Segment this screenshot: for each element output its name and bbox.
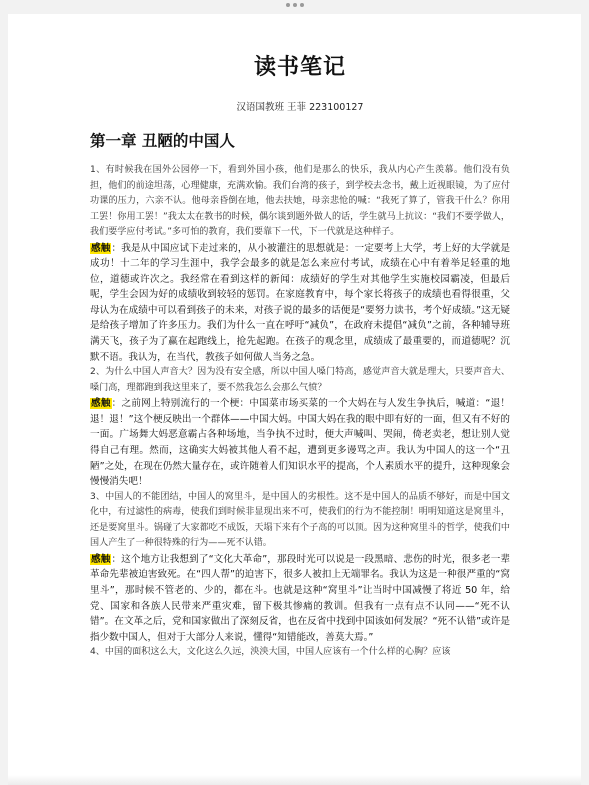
- colon: ：: [111, 398, 122, 410]
- reflection-text: 之前网上特别流行的一个梗：中国菜市场买菜的一个大妈在与人发生争执后，喊道：“退！退！退！”这个梗反映出一个群体——中国大妈。中国大妈在我的眼中即有好的一面，但又有不好的一面。广场舞大妈恶意霸占各种场地，当争执不过时，便大声喊叫、哭闹，倚老卖老，想让别人觉得自己有理。然而，这确实大妈被其他人看不起，遭到更多谩骂之声。我认为中国人的这一个“丑陋”之处，在现在仍然大量存在，或许随着人们知识水平的提高，个人素质水平的提升，这种现象会慢慢消失吧！: [90, 398, 510, 488]
- page-bottom-shade: [8, 775, 581, 785]
- paragraph-2: [90, 365, 510, 396]
- paragraph-1: [90, 163, 510, 241]
- colon: ：: [111, 553, 122, 565]
- highlight-label: 感触: [91, 398, 111, 410]
- paragraph-text: 1、有时候我在国外公园停一下，看到外国小孩，他们是那么的快乐，我从内心产生羡慕。他们没有负担，他们的前途坦荡，心理健康，充满欢愉。我们台湾的孩子，到学校去念书，戴上近视眼镜，为了应付功课的压力，六亲不认。他母亲昏倒在地，他去扶她，母亲悲怆的喊：“我死了算了，管我干什么？你用工罢！你用工罢！”我太太在教书的时候，偶尔谈到题外做人的话，学生就马上抗议：“我们不要学做人，我们要学应付考试。”多可怕的教育，我们要靠下一代，下一代就是这种样子。: [90, 165, 510, 237]
- reflection-text: 这个地方让我想到了“文化大革命”，那段时光可以说是一段黑暗、悲伤的时光，很多老一辈革命先辈被迫害致死。在“四人帮”的迫害下，很多人被扣上无端罪名。我认为这是一种很严重的“窝里斗”，那时候不管老的、少的，都在斗。也就是这种“窝里斗”让当时中国减慢了将近 50 年，给党、国家和各族人民带来严重灾难，留下极其惨痛的教训。但我有一点有点不认同——“死不认错”。在文革之后，党和国家做出了深刻反省，也在反省中找到中国该如何发展？“死不认错”或许是指少数中国人，但对于大部分人来说，懂得“知错能改，善莫大焉。”: [90, 553, 511, 643]
- paragraph-4: [90, 645, 510, 661]
- ellipsis-icon[interactable]: [286, 3, 304, 7]
- paragraph-3: [90, 490, 510, 552]
- author-line: 汉语国教班 王菲 223100127: [236, 102, 364, 113]
- paragraph-text: 3、中国人的不能团结，中国人的窝里斗，是中国人的劣根性。这不是中国人的品质不够好，而是中国文化中，有过滤性的病毒，使我们到时候非显现出来不可，使我们的行为不能控制！明明知道这是窝里斗，还是要窝里斗。锅碰了大家都吃不成饭，天塌下来有个子高的可以顶。因为这种窝里斗的哲学，使我们中国人产生了一种很特殊的行为——死不认错。: [90, 491, 510, 549]
- viewer-top-bar: [0, 0, 589, 14]
- chapter-title: 第一章 丑陋的中国人: [90, 132, 235, 150]
- highlight-label: 感触: [91, 242, 111, 254]
- paragraph-text: 4、中国的面积这么大，文化这么久远，泱泱大国，中国人应该有一个什么样的心胸？应该: [90, 647, 451, 658]
- paragraph-text: 2、为什么中国人声音大？因为没有安全感，所以中国人嗓门特高，感觉声音大就是理大，只要声音大、嗓门高，理都跑到我这里来了，要不然我怎么会那么气愤？: [90, 367, 510, 393]
- document-title: 读书笔记: [253, 55, 346, 80]
- colon: ：: [111, 242, 122, 254]
- document-content: [90, 50, 510, 661]
- reflection-3: [90, 552, 510, 646]
- dot: [300, 3, 304, 7]
- dot: [293, 3, 297, 7]
- highlight-label: 感触: [91, 553, 111, 565]
- reflection-text: 我是从中国应试下走过来的，从小被灌注的思想就是：一定要考上大学，考上好的大学就是成功！十二年的学习生涯中，我学会最多的就是怎么来应付考试，成绩在心中有着举足轻重的地位，道德或许次之。我经常在看到这样的新闻：成绩好的学生对其他学生实施校园霸凌，但最后呢，学生会因为好的成绩收到较轻的惩罚。在家庭教育中，每个家长将孩子的成绩也看得很重，父母认为在成绩中可以看到孩子的未来，对孩子说的最多的话便是“要努力读书，考个好成绩。”这无疑是给孩子增加了许多压力。我们为什么一直在呼吁“减负”，在政府未提倡“减负”之前，各种辅导班满天飞，孩子为了赢在起跑线上，抢先起跑。在孩子的观念里，成绩成了最重要的，而道德呢？沉默不语。我认为，在当代，教孩子如何做人当务之急。: [90, 242, 511, 363]
- reflection-1: [90, 241, 510, 366]
- document-page: [8, 14, 581, 785]
- dot: [286, 3, 290, 7]
- reflection-2: [90, 396, 510, 490]
